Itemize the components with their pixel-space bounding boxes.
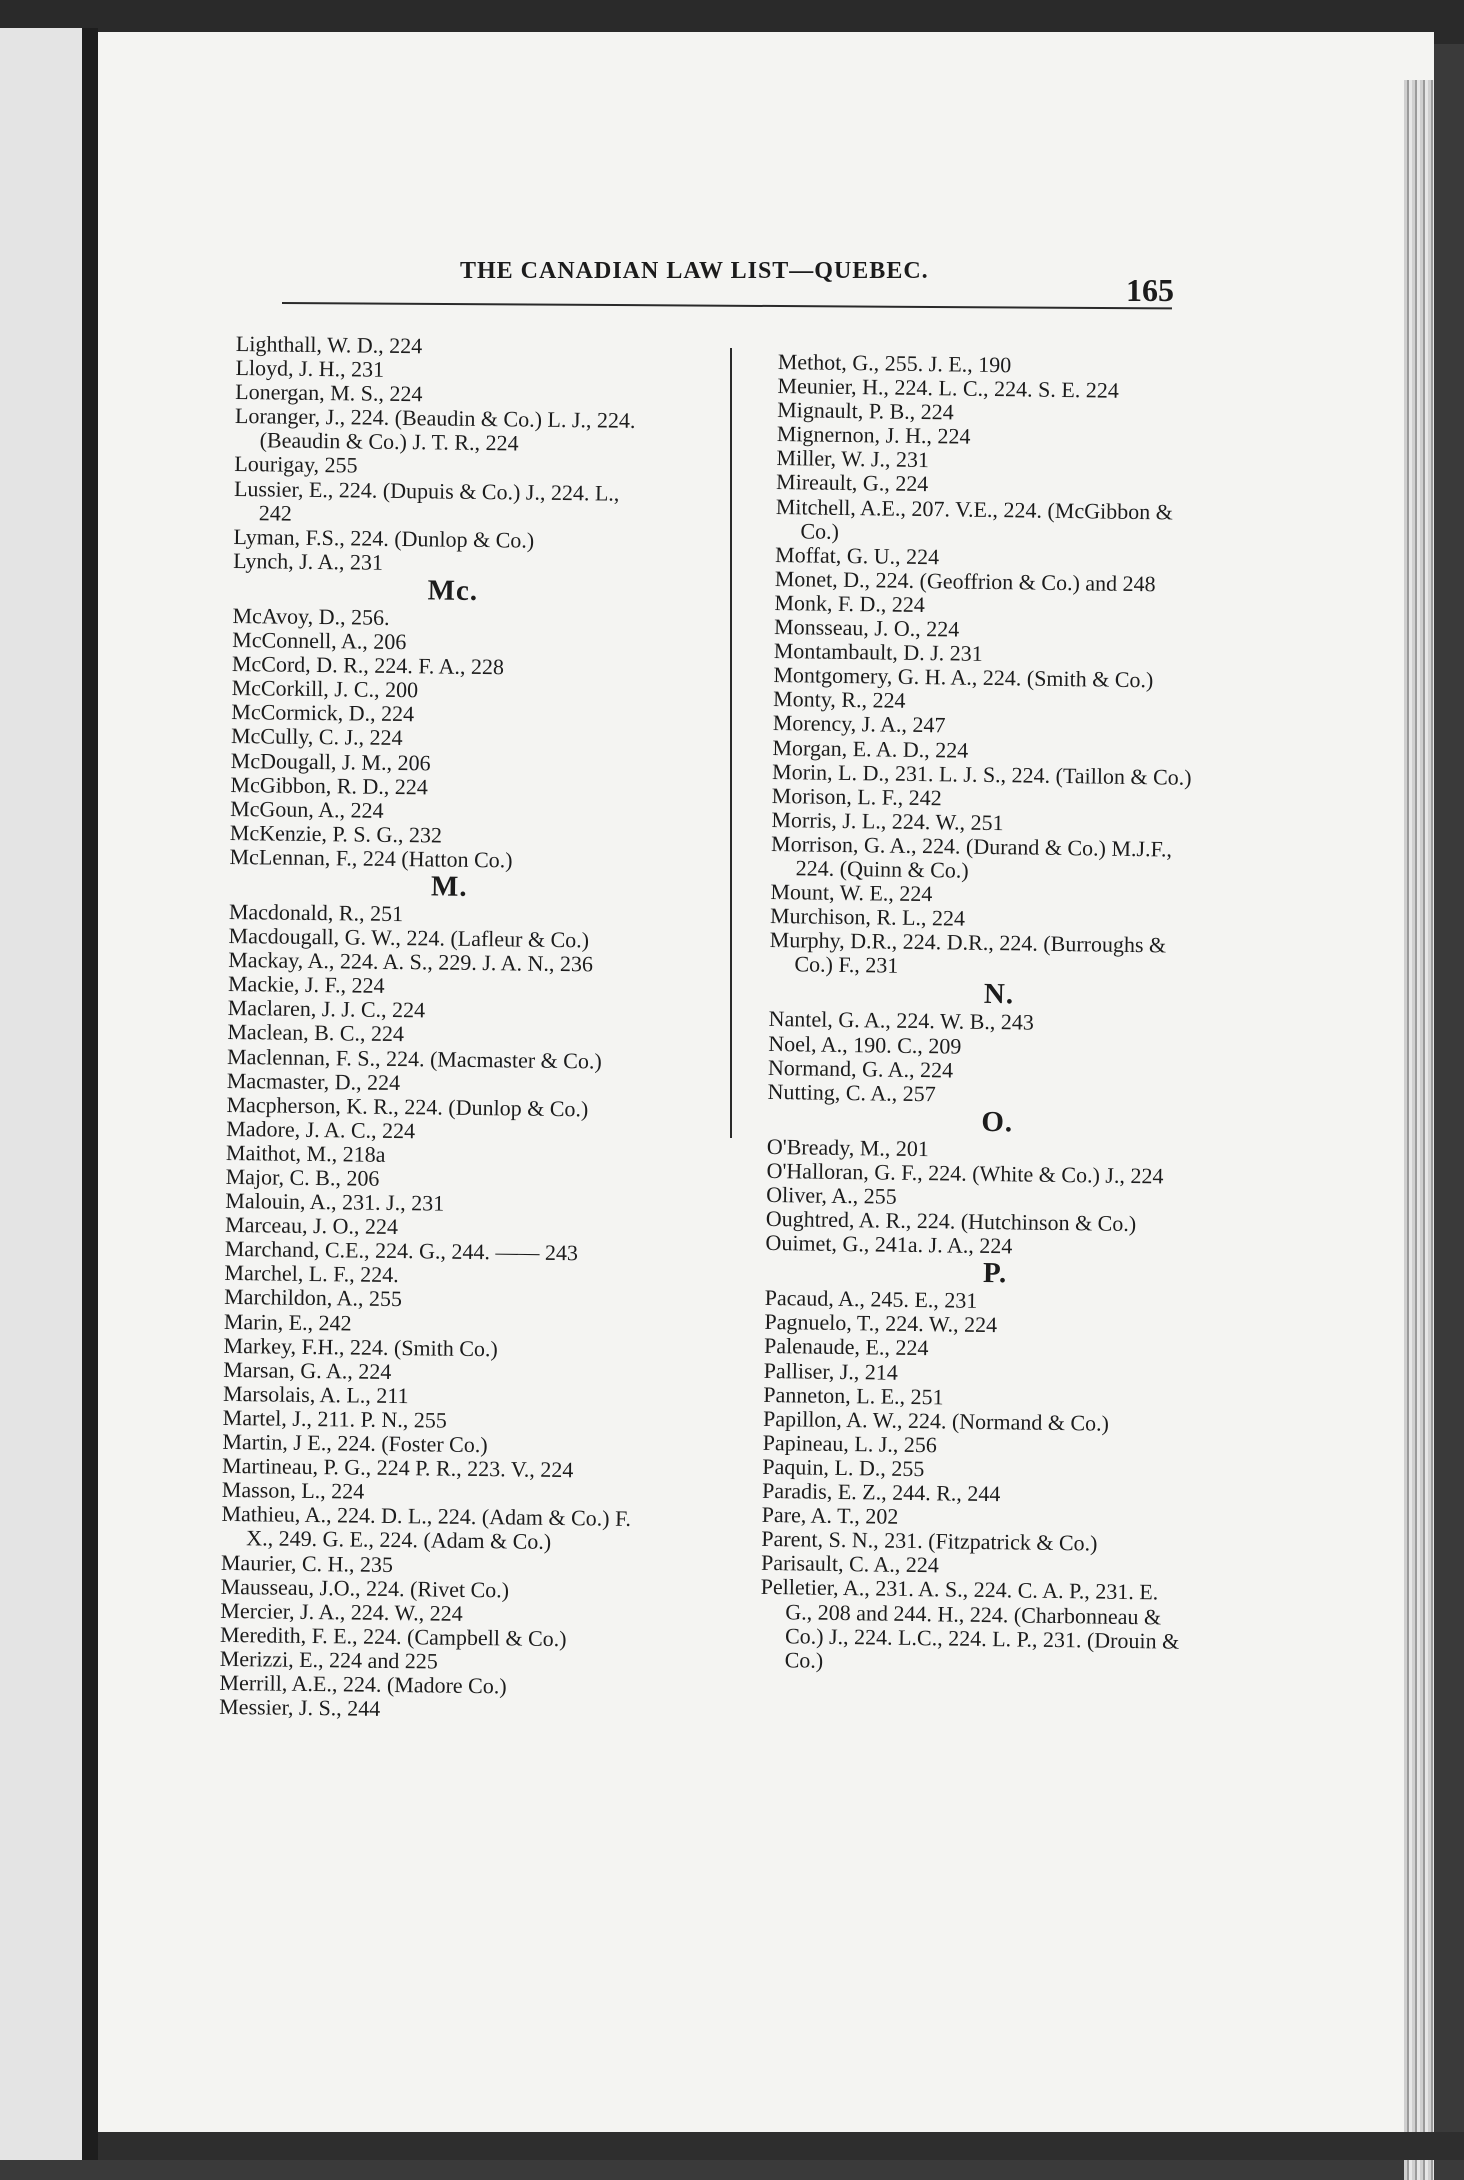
index-entry: Lloyd, J. H., 231 [235,355,385,382]
page-edge-stack [1404,80,1434,2180]
index-entry: Montgomery, G. H. A., 224. (Smith & Co.) [773,662,1154,693]
index-entry: Murphy, D.R., 224. D.R., 224. (Burroughs & Co.) F., 231 [769,927,1167,979]
column-divider [730,348,732,1138]
index-entry: Moffat, G. U., 224 [774,541,940,570]
index-entry: Mitchell, A.E., 207. V.E., 224. (McGibbon & Co.) [775,493,1173,544]
running-title: THE CANADIAN LAW LIST—QUEBEC. [460,258,929,284]
section-heading: O. [981,1105,1014,1139]
index-entry: Loranger, J., 224. (Beaudin & Co.) L. J., 224. (Beaudin & Co.) J. T. R., 224 [234,403,636,456]
index-entry: Mount, W. E., 224 [770,879,933,907]
index-entry: Palenaude, E., 224 [763,1333,929,1361]
index-entry: Monty, R., 224 [772,686,906,714]
index-entry: Noel, A., 190. C., 209 [768,1030,962,1059]
index-entry: Paradis, E. Z., 244. R., 244 [761,1477,1001,1507]
index-entry: Marchand, C.E., 224. G., 244. —— 243 [224,1236,579,1266]
index-entry: Palliser, J., 214 [763,1357,899,1385]
index-entry: Mireault, G., 224 [775,469,929,497]
index-entry: Oliver, A., 255 [766,1181,897,1209]
index-entry: Pacaud, A., 245. E., 231 [764,1285,978,1314]
index-entry: Nutting, C. A., 257 [767,1078,936,1106]
index-entry: Maithot, M., 218a [225,1139,386,1167]
index-entry: Meunier, H., 224. L. C., 224. S. E. 224 [777,373,1119,403]
index-entry: Mercier, J. A., 224. W., 224 [220,1597,463,1626]
index-entry: Marsan, G. A., 224 [223,1356,392,1384]
index-entry: Lourigay, 255 [234,451,358,478]
index-entry: Masson, L., 224 [221,1477,365,1504]
index-entry: Normand, G. A., 224 [767,1054,954,1083]
index-entry: Ouimet, G., 241a. J. A., 224 [765,1230,1013,1259]
index-entry: Marchildon, A., 255 [224,1284,403,1312]
index-entry: Oughtred, A. R., 224. (Hutchinson & Co.) [765,1206,1137,1237]
index-entry: O'Halloran, G. F., 224. (White & Co.) J., 224 [766,1157,1164,1189]
scan-bottom-border [98,2132,1464,2160]
index-entry: Major, C. B., 206 [225,1163,380,1191]
index-entry: McCord, D. R., 224. F. A., 228 [231,651,505,680]
index-entry: Pelletier, A., 231. A. S., 224. C. A. P., 231. E. G., 208 and 244. H., 224. (Charbonneau & Co.) J., 224. L.C., 224. L. P., 231. (Drouin & Co.) [760,1574,1180,1673]
index-entry: Maclennan, F. S., 224. (Macmaster & Co.) [227,1043,602,1074]
index-entry: Martin, J E., 224. (Foster Co.) [222,1428,488,1458]
index-entry: Pagnuelo, T., 224. W., 224 [764,1309,998,1338]
index-entry: Miller, W. J., 231 [776,445,930,473]
page-number: 165 [1126,272,1174,308]
section-heading: Mc. [427,574,479,607]
index-entry: Lonergan, M. S., 224 [235,379,423,407]
index-entry: O'Bready, M., 201 [766,1133,930,1161]
index-entry: McKenzie, P. S. G., 232 [229,819,443,848]
index-entry: McConnell, A., 206 [232,627,407,655]
index-entry: Lussier, E., 224. (Dupuis & Co.) J., 224. L., 242 [233,475,620,526]
facing-page-edge [0,28,82,2160]
index-entry: Pare, A. T., 202 [761,1502,899,1529]
index-entry: Martineau, P. G., 224 P. R., 223. V., 224 [221,1453,574,1483]
index-entry: McAvoy, D., 256. [232,602,390,630]
index-entry: Morency, J. A., 247 [772,710,946,738]
index-entry: Mignault, P. B., 224 [776,397,954,425]
section-heading: P. [982,1257,1008,1290]
index-entry: Marceau, J. O., 224 [224,1212,399,1240]
index-entry: Mignernon, J. H., 224 [776,421,971,449]
index-entry: McCorkill, J. C., 200 [231,675,419,703]
index-entry: McGoun, A., 224 [230,795,384,823]
index-entry: Madore, J. A. C., 224 [226,1115,416,1144]
index-entry: Maurier, C. H., 235 [220,1549,394,1577]
index-entry: Marsolais, A. L., 211 [222,1380,409,1409]
index-entry: Maclaren, J. J. C., 224 [227,995,426,1023]
index-entry: Merrill, A.E., 224. (Madore Co.) [219,1669,507,1699]
index-entry: Macdougall, G. W., 224. (Lafleur & Co.) [228,923,590,953]
index-entry: Mackay, A., 224. A. S., 229. J. A. N., 236 [228,947,594,977]
index-entry: Monsseau, J. O., 224 [773,614,960,642]
index-entry: Montambault, D. J. 231 [773,638,983,667]
index-entry: Nantel, G. A., 224. W. B., 243 [768,1006,1035,1036]
index-entry: Malouin, A., 231. J., 231 [225,1188,445,1216]
index-entry: Papineau, L. J., 256 [762,1429,938,1458]
index-entry: Merizzi, E., 224 and 225 [219,1645,439,1674]
index-entry: Martel, J., 211. P. N., 255 [222,1404,447,1433]
index-entry: McLennan, F., 224 (Hatton Co.) [229,843,513,873]
index-entry: Monk, F. D., 224 [774,589,926,618]
index-entry: Messier, J. S., 244 [219,1693,381,1721]
index-entry: Morrison, G. A., 224. (Durand & Co.) M.J.F., 224. (Quinn & Co.) [770,830,1173,883]
index-entry: Lynch, J. A., 231 [233,547,384,575]
index-entry: Lyman, F.S., 224. (Dunlop & Co.) [233,523,535,553]
index-entry: Marchel, L. F., 224. [224,1260,399,1288]
index-entry: Maclean, B. C., 224 [227,1019,405,1047]
index-entry: Morris, J. L., 224. W., 251 [771,806,1004,835]
index-entry: Lighthall, W. D., 224 [235,331,423,359]
section-heading: M. [430,870,468,903]
index-entry: Macmaster, D., 224 [226,1067,401,1095]
index-entry: Marin, E., 242 [223,1308,352,1336]
index-entry: Meredith, F. E., 224. (Campbell & Co.) [219,1621,567,1651]
index-entry: Panneton, L. E., 251 [763,1381,944,1410]
right-column [760,350,1198,1678]
index-entry: Mathieu, A., 224. D. L., 224. (Adam & Co.) F. X., 249. G. E., 224. (Adam & Co.) [221,1501,632,1555]
left-column [219,332,656,1724]
index-entry: Morin, L. D., 231. L. J. S., 224. (Taillon & Co.) [771,758,1192,790]
index-entry: Parent, S. N., 231. (Fitzpatrick & Co.) [761,1526,1098,1556]
index-entry: McGibbon, R. D., 224 [230,771,429,799]
index-entry: Mackie, J. F., 224 [227,971,385,999]
index-entry: McCully, C. J., 224 [230,723,403,751]
index-entry: Monet, D., 224. (Geoffrion & Co.) and 248 [774,565,1156,597]
index-entry: Parisault, C. A., 224 [760,1550,940,1578]
index-entry: Paquin, L. D., 255 [762,1453,925,1482]
index-entry: Morison, L. F., 242 [771,782,942,811]
index-entry: McDougall, J. M., 206 [230,747,431,775]
index-entry: Methot, G., 255. J. E., 190 [777,349,1012,378]
book-gutter [82,28,98,2160]
index-entry: Macdonald, R., 251 [228,898,404,927]
index-entry: Mausseau, J.O., 224. (Rivet Co.) [220,1573,510,1603]
index-entry: Markey, F.H., 224. (Smith Co.) [223,1332,499,1361]
index-entry: McCormick, D., 224 [231,699,415,727]
section-heading: N. [983,978,1015,1011]
index-entry: Morgan, E. A. D., 224 [772,734,969,763]
index-entry: Macpherson, K. R., 224. (Dunlop & Co.) [226,1091,589,1122]
index-entry: Murchison, R. L., 224 [769,903,966,931]
index-entry: Papillon, A. W., 224. (Normand & Co.) [762,1405,1110,1436]
